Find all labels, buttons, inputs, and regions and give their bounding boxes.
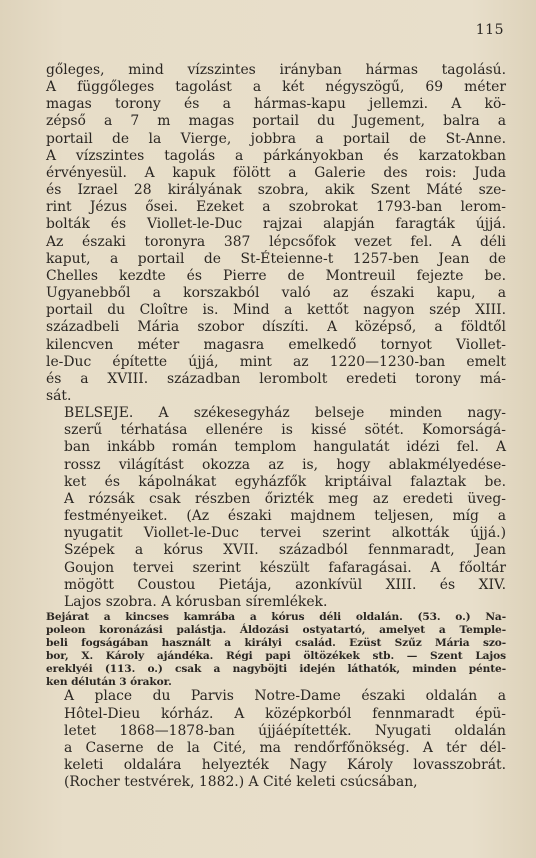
text-line: zépső a 7 m magas portail du Jugement, balra a bbox=[46, 113, 506, 130]
text-line: Chelles kezdte és Pierre de Montreuil fejezte be. bbox=[46, 267, 506, 284]
text-line: a Caserne de la Cité, ma rendőrfőnökség. A tér dél- bbox=[64, 739, 506, 756]
text-line: nyugatit Viollet-le-Duc tervei szerint alkották újjá.) bbox=[64, 525, 506, 542]
paragraph-portals bbox=[46, 62, 506, 405]
text-line: rint Jézus ősei. Ezeket a szobrokat 1793-ban lerom- bbox=[46, 199, 506, 216]
text-line: beli fogságában használt a királyi család. Ezüst Szűz Mária szo- bbox=[46, 636, 506, 649]
paragraph-square bbox=[46, 688, 506, 791]
text-line: Ugyanebből a korszakból való az északi kapu, a bbox=[46, 285, 506, 302]
text-line: és Izrael 28 királyának szobra, akik Szent Máté sze- bbox=[46, 182, 506, 199]
text-line: magas torony és a hármas-kapu jellemzi. A kö- bbox=[46, 96, 506, 113]
text-line: rossz világítást okozza az is, hogy ablakmélyedése- bbox=[64, 456, 506, 473]
text-line: A place du Parvis Notre-Dame északi oldalán a bbox=[64, 688, 506, 705]
text-line: A vízszintes tagolás a párkányokban és karzatokban bbox=[46, 147, 506, 164]
paragraph-interior bbox=[46, 405, 506, 611]
text-line: Lajos szobra. A kórusban síremlékek. bbox=[64, 593, 328, 610]
text-line: keleti oldalára helyezték Nagy Károly lovasszobrát. bbox=[64, 757, 506, 774]
text-line: sát. bbox=[46, 387, 72, 404]
text-line: letet 1868—1878-ban újjáépítették. Nyugati oldalán bbox=[64, 722, 506, 739]
text-line: mögött Coustou Pietája, azonkívül XIII. és XIV. bbox=[64, 576, 506, 593]
text-line: A rózsák csak részben őrizték meg az eredeti üveg- bbox=[64, 490, 506, 507]
text-line: ket és kápolnákat egyházfők kriptáival falaztak be. bbox=[64, 473, 506, 490]
text-line: Az északi toronyra 387 lépcsőfok vezet fel. A déli bbox=[46, 233, 506, 250]
text-line: szerű térhatása ellenére is kissé sötét. Komorságá- bbox=[64, 422, 506, 439]
text-line: Hôtel-Dieu kórház. A középkorból fennmaradt épü- bbox=[64, 705, 506, 722]
page-number: 115 bbox=[475, 22, 504, 38]
text-line: kilencven méter magasra emelkedő tornyot Viollet- bbox=[46, 336, 506, 353]
text-line: ken délután 3 órakor. bbox=[46, 675, 172, 688]
page-body bbox=[46, 62, 506, 791]
text-line: portail de la Vierge, jobbra a portail de St-Anne. bbox=[46, 130, 506, 147]
text-line: gőleges, mind vízszintes irányban hármas tagolású. bbox=[46, 62, 506, 78]
text-line: Goujon tervei szerint készült fafaragásai. A főoltár bbox=[64, 559, 506, 576]
text-line: érvényesül. A kapuk fölött a Galerie des rois: Juda bbox=[46, 164, 506, 181]
text-line: ban inkább román templom hangulatát idézi fel. A bbox=[64, 439, 506, 456]
text-line: poleon koronázási palástja. Áldozási ostyatartó, amelyet a Temple- bbox=[46, 623, 506, 636]
text-line: századbeli Mária szobor díszíti. A középső, a földtől bbox=[46, 319, 506, 336]
text-line: bor, X. Károly ajándéka. Régi papi öltözékek stb. — Szent Lajos bbox=[46, 649, 506, 662]
text-line: BELSEJE. A székesegyház belseje minden nagy- bbox=[64, 405, 506, 422]
text-line: festményeiket. (Az északi majdnem teljesen, míg a bbox=[64, 508, 506, 525]
text-line: és a XVIII. században lerombolt eredeti torony má- bbox=[46, 370, 506, 387]
note-treasury bbox=[46, 611, 506, 688]
text-line: le-Duc építette újjá, mint az 1220—1230-ban emelt bbox=[46, 353, 506, 370]
text-line: (Rocher testvérek, 1882.) A Cité keleti csúcsában, bbox=[64, 774, 418, 791]
text-line: Bejárat a kincses kamrába a kórus déli oldalán. (53. o.) Na- bbox=[46, 611, 506, 623]
text-line: Szépek a kórus XVII. századból fennmaradt, Jean bbox=[64, 542, 506, 559]
text-line: A függőleges tagolást a két négyszögű, 69 méter bbox=[46, 79, 506, 96]
text-line: kaput, a portail de St-Éteienne-t 1257-ben Jean de bbox=[46, 250, 506, 267]
text-line: portail du Cloître is. Mind a kettőt nagyon szép XIII. bbox=[46, 302, 506, 319]
text-line: bolták és Viollet-le-Duc rajzai alapján faragták újjá. bbox=[46, 216, 506, 233]
text-line: ereklyéi (113. o.) csak a nagyböjti idején láthatók, minden pénte- bbox=[46, 662, 506, 675]
